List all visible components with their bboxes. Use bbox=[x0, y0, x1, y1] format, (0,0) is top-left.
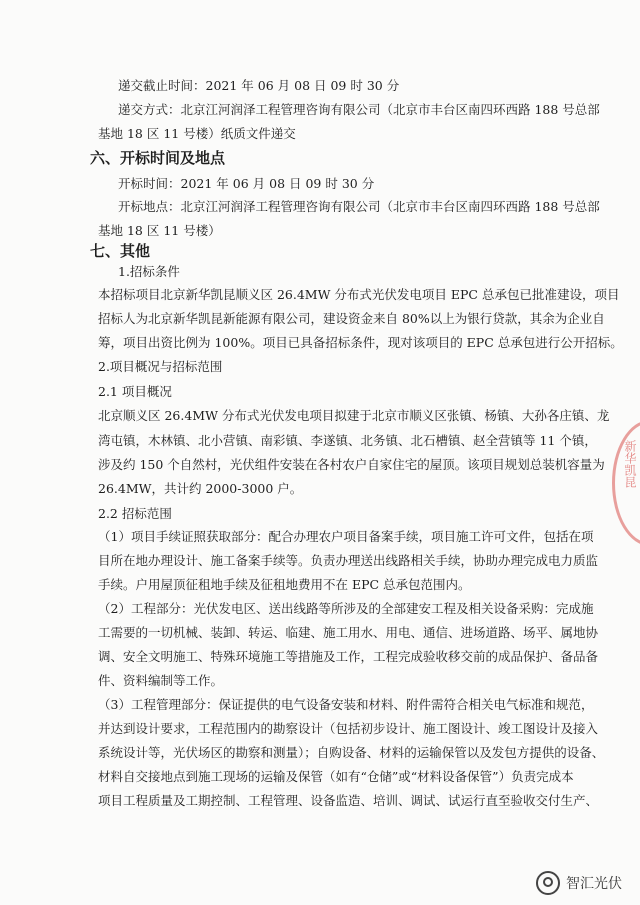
text-line: 北京顺义区 26.4MW 分布式光伏发电项目拟建于北京市顺义区张镇、杨镇、大孙各庄镇、龙 bbox=[98, 408, 610, 423]
text-line: 系统设计等，光伏场区的勘察和测量）；自购设备、材料的运输保管以及发包方提供的设备、 bbox=[98, 745, 605, 760]
text-line: 基地 18 区 11 号楼） bbox=[98, 223, 221, 238]
text-line: 2.项目概况与招标范围 bbox=[98, 359, 223, 374]
text-line: 开标时间：2021 年 06 月 08 日 09 时 30 分 bbox=[118, 176, 375, 191]
text-line: 工需要的一切机械、装卸、转运、临建、施工用水、用电、通信、进场道路、场平、属地协 bbox=[98, 625, 599, 640]
text-line: 并达到设计要求，工程范围内的勘察设计（包括初步设计、施工图设计、竣工图设计及接入 bbox=[98, 721, 599, 736]
text-line: 2.1 项目概况 bbox=[98, 384, 172, 399]
text-line: 基地 18 区 11 号楼）纸质文件递交 bbox=[98, 126, 296, 141]
text-line: 项目工程质量及工期控制、工程管理、设备监造、培训、调试、试运行直至验收交付生产、 bbox=[98, 793, 599, 808]
text-line: 目所在地办理设计、施工备案手续等。负责办理送出线路相关手续，协助办理完成电力质监 bbox=[98, 553, 599, 568]
watermark-text: 智汇光伏 bbox=[566, 876, 622, 892]
text-line: （2）工程部分：光伏发电区、送出线路等所涉及的全部建安工程及相关设备采购：完成施 bbox=[98, 601, 594, 616]
section-heading: 七、其他 bbox=[90, 242, 151, 260]
text-line: 1.招标条件 bbox=[118, 264, 180, 279]
text-line: 26.4MW，共计约 2000-3000 户。 bbox=[98, 481, 303, 496]
stamp-text: 新华凯昆 bbox=[623, 440, 637, 488]
text-line: 涉及约 150 个自然村，光伏组件安装在各村农户自家住宅的屋顶。该项目规划总装机容量为 bbox=[98, 457, 605, 472]
wechat-icon bbox=[536, 871, 560, 895]
text-line: （1）项目手续证照获取部分：配合办理农户项目备案手续，项目施工许可文件，包括在项 bbox=[98, 529, 594, 544]
text-line: 递交截止时间：2021 年 06 月 08 日 09 时 30 分 bbox=[118, 78, 400, 93]
section-heading: 六、开标时间及地点 bbox=[90, 149, 226, 167]
text-line: 开标地点：北京江河润泽工程管理咨询有限公司（北京市丰台区南四环西路 188 号总部 bbox=[118, 199, 600, 214]
text-line: 筹，项目出资比例为 100%。项目已具备招标条件，现对该项目的 EPC 总承包进行公开招标。 bbox=[98, 335, 623, 350]
watermark bbox=[536, 871, 622, 895]
text-line: 2.2 招标范围 bbox=[98, 506, 172, 521]
text-line: 件、资料编制等工作。 bbox=[98, 673, 224, 688]
text-line: 本招标项目北京新华凯昆顺义区 26.4MW 分布式光伏发电项目 EPC 总承包已批准建设，项目 bbox=[98, 287, 620, 302]
text-line: 调、安全文明施工、特殊环境施工等措施及工作，工程完成验收移交前的成品保护、备品备 bbox=[98, 649, 599, 664]
text-line: 招标人为北京新华凯昆新能源有限公司，建设资金来自 80%以上为银行贷款，其余为企业自 bbox=[98, 311, 605, 326]
text-line: 材料自交接地点到施工现场的运输及保管（如有“仓储”或“材料设备保管”）负责完成本 bbox=[98, 769, 574, 784]
text-line: 手续。户用屋顶征租地手续及征租地费用不在 EPC 总承包范围内。 bbox=[98, 577, 471, 592]
text-line: 湾屯镇，木林镇、北小营镇、南彩镇、李遂镇、北务镇、北石槽镇、赵全营镇等 11 个镇， bbox=[98, 433, 597, 448]
text-line: （3）工程管理部分：保证提供的电气设备安装和材料、附件需符合相关电气标准和规范， bbox=[98, 697, 594, 712]
text-line: 递交方式：北京江河润泽工程管理咨询有限公司（北京市丰台区南四环西路 188 号总部 bbox=[118, 102, 600, 117]
